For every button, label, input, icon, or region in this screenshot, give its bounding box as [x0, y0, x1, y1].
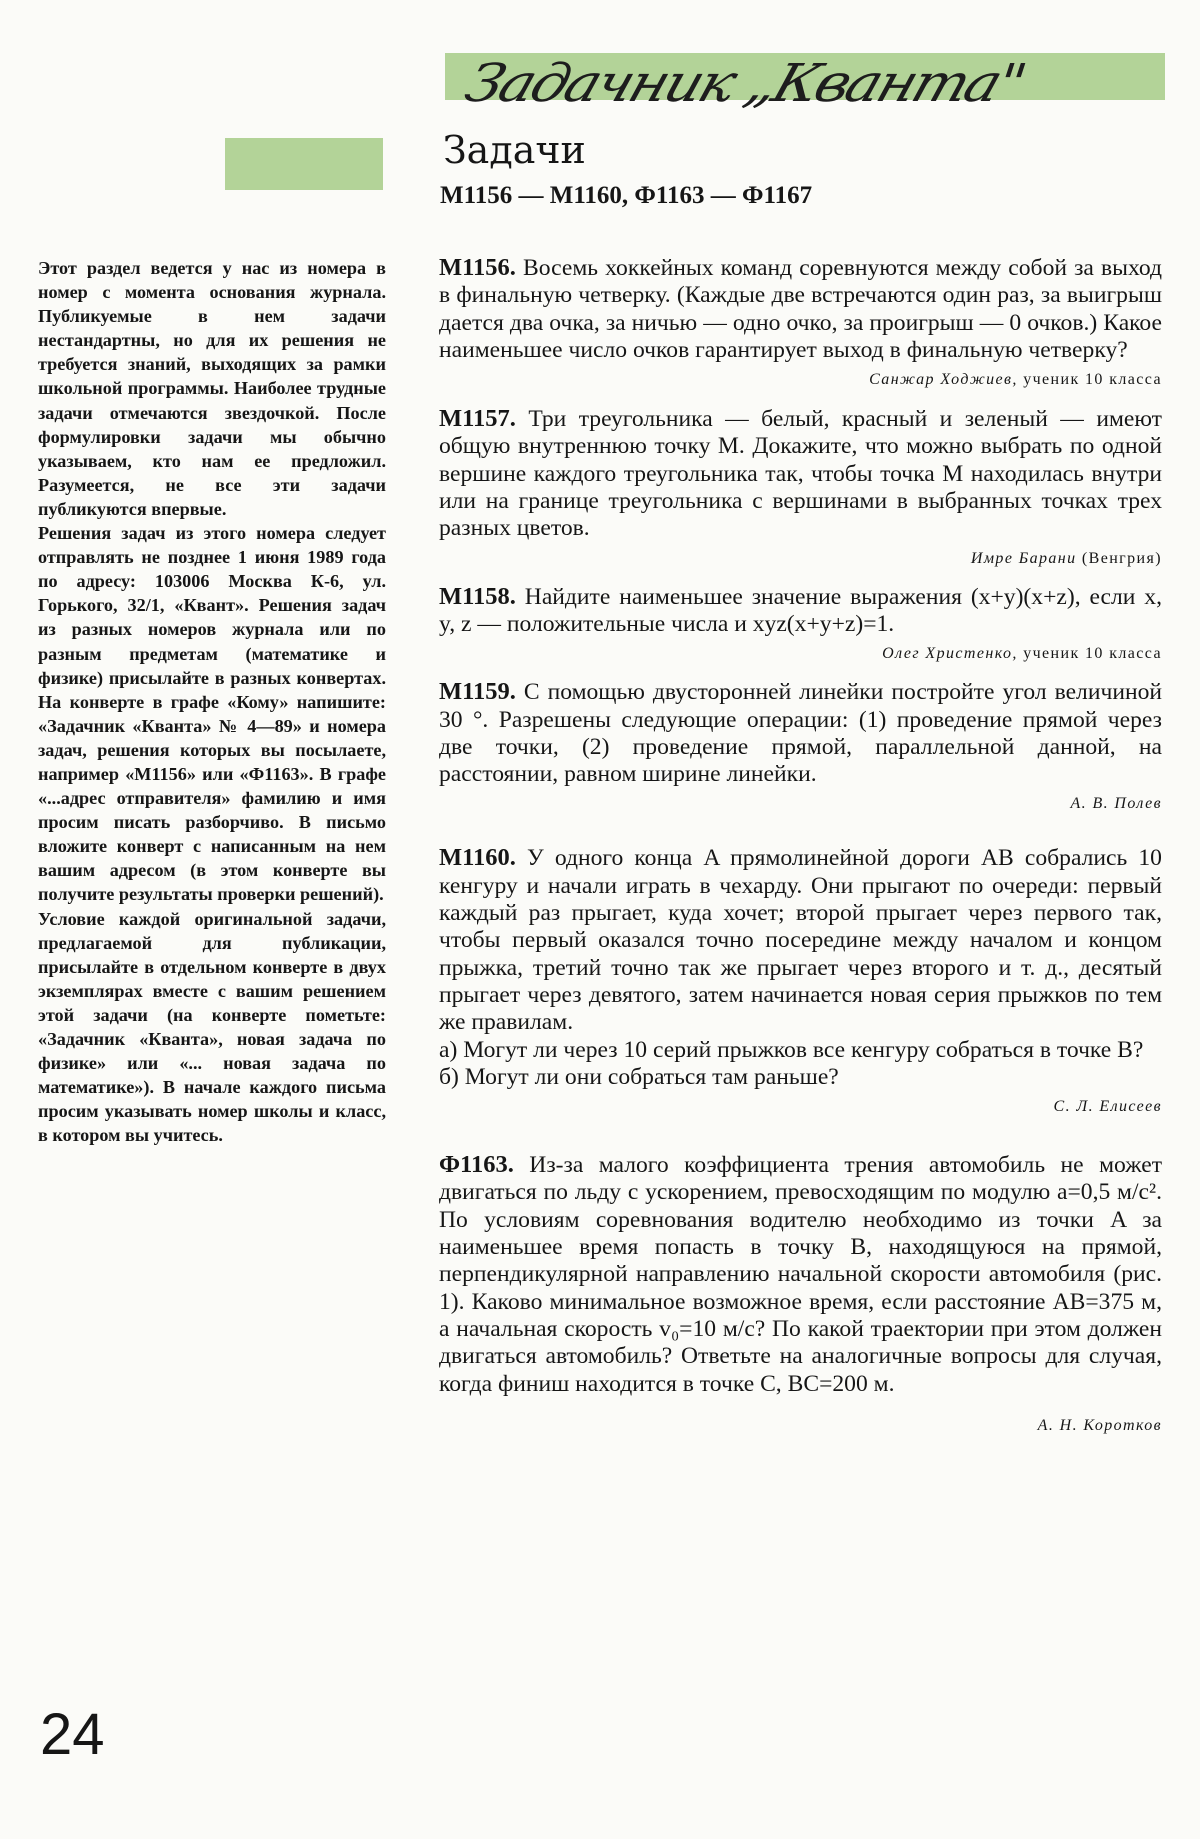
sidebar-paragraph: Условие каждой оригинальной задачи, предлагаемой для публикации, присылайте в отдельном конверте в двух экземплярах вместе с вашим решением этой задачи (на конверте пометьте: «Задачник «Кванта», новая задача по физике» или «... новая задача по математике»). В начале каждого письма просим указывать номер школы и класс, в котором вы учитесь. — [38, 908, 386, 1146]
banner-title: Задачник „Кванта" — [458, 52, 1032, 114]
problem-part: а) Могут ли через 10 серий прыжков все кенгуру собраться в точке B? — [439, 1036, 1144, 1063]
problem-m1158 — [439, 583, 1162, 665]
sidebar-intro — [38, 256, 386, 1147]
sidebar-paragraph: Решения задач из этого номера следует отправлять не позднее 1 июня 1989 года по адресу: 103006 Москва К-6, ул. Горького, 32/1, «Квант». Решения задач из разных номеров журнала или по разным предметам (математике и физике) присылайте в разных конвертах. На конверте в графе «Кому» напишите: «Задачник «Кванта» № 4—89» и номера задач, решения которых вы посылаете, например «М1156» или «Ф1163». В графе «...адрес отправителя» фамилию и имя просим писать разборчиво. В письмо вложите конверт с написанным на нем вашим адресом (в этом конверте вы получите результаты проверки решений). — [38, 523, 386, 905]
problem-m1159 — [439, 678, 1162, 814]
problem-m1157 — [439, 405, 1162, 568]
problem-text: С помощью двусторонней линейки постройте угол величиной 30 °. Разрешены следующие операции: (1) проведение прямой через две точки, (2) проведение прямой, параллельной данной, на расстоянии, равном ширине линейки. — [439, 679, 1162, 788]
problem-author: А. Н. Коротков — [1037, 1416, 1162, 1434]
sidebar-decor-box — [225, 138, 383, 190]
problem-author: А. В. Полев — [1070, 795, 1162, 813]
problem-author: Санжар Ходжиев, ученик 10 класса — [869, 371, 1162, 389]
problem-text: Найдите наименьшее значение выражения (x+y)(x+z), если x, y, z — положительные числа и xyz(x+y+z)=1. — [439, 583, 1162, 637]
problem-f1163 — [439, 1151, 1162, 1436]
problem-number: М1156. — [439, 254, 516, 281]
problem-number: М1160. — [439, 844, 516, 872]
problem-text: Три треугольника — белый, красный и зеленый — имеют общую внутреннюю точку M. Докажите, что можно выбрать по одной вершине каждого треугольника так, чтобы точка M находилась внутри или на границе треугольника с вершинами в выбранных точках трех разных цветов. — [439, 406, 1162, 542]
section-title: Задачи — [443, 128, 586, 172]
problem-text: Восемь хоккейных команд соревнуются между собой за выход в финальную четверку. (Каждые две встречаются один раз, за выигрыш дается два очка, за ничью — одно очко, за проигрыш — 0 очков.) Какое наименьшее число очков гарантирует выход в финальную четверку? — [439, 255, 1162, 363]
problem-number: Ф1163. — [439, 1151, 514, 1179]
page-number: 24 — [40, 1702, 105, 1767]
section-subtitle: М1156 — М1160, Ф1163 — Ф1167 — [440, 182, 813, 209]
problem-author: Имре Барани (Венгрия) — [970, 549, 1162, 567]
problems-column — [439, 254, 1162, 1436]
sidebar-paragraph: Этот раздел ведется у нас из номера в номер с момента основания журнала. Публикуемые в нем задачи нестандартны, но для их решения не требуется знаний, выходящих за рамки школьной программы. Наиболее трудные задачи отмечаются звездочкой. После формулировки задачи мы обычно указываем, кто нам ее предложил. Разумеется, не все эти задачи публикуются впервые. — [38, 258, 386, 519]
problem-number: М1158. — [439, 582, 516, 610]
problem-text: Из-за малого коэффициента трения автомобиль не может двигаться по льду с ускорением, превосходящим по модулю a=0,5 м/с². По условиям соревнования водителю необходимо из точки A за наименьшее время попасть в точку B, находящуюся на прямой, перпендикулярной направлению начальной скорости автомобиля (рис. 1). Каково минимальное возможное время, если расстояние AB=375 м, а начальная скорость v₀=10 м/с? По какой траектории при этом должен двигаться автомобиль? Ответьте на аналогичные вопросы для случая, когда финиш находится в точке C, BC=200 м. — [439, 1152, 1163, 1397]
problem-number: М1157. — [439, 405, 516, 433]
problem-author: С. Л. Елисеев — [1053, 1098, 1162, 1116]
problem-number: М1159. — [439, 678, 516, 706]
problem-m1160 — [439, 844, 1162, 1117]
problem-m1156 — [439, 254, 1162, 390]
problem-part: б) Могут ли они собраться там раньше? — [439, 1063, 839, 1090]
problem-author: Олег Христенко, ученик 10 класса — [882, 645, 1162, 663]
problem-text: У одного конца A прямолинейной дороги AB собрались 10 кенгуру и начали играть в чехарду. Они прыгают по очереди: первый каждый раз прыгает, куда хочет; второй прыгает через первого так, чтобы первый оказался точно посередине между началом и концом прыжка, третий точно так же прыгает через второго и т. д., десятый прыгает через девятого, затем начинается новая серия прыжков по тем же правилам. — [439, 845, 1162, 1036]
